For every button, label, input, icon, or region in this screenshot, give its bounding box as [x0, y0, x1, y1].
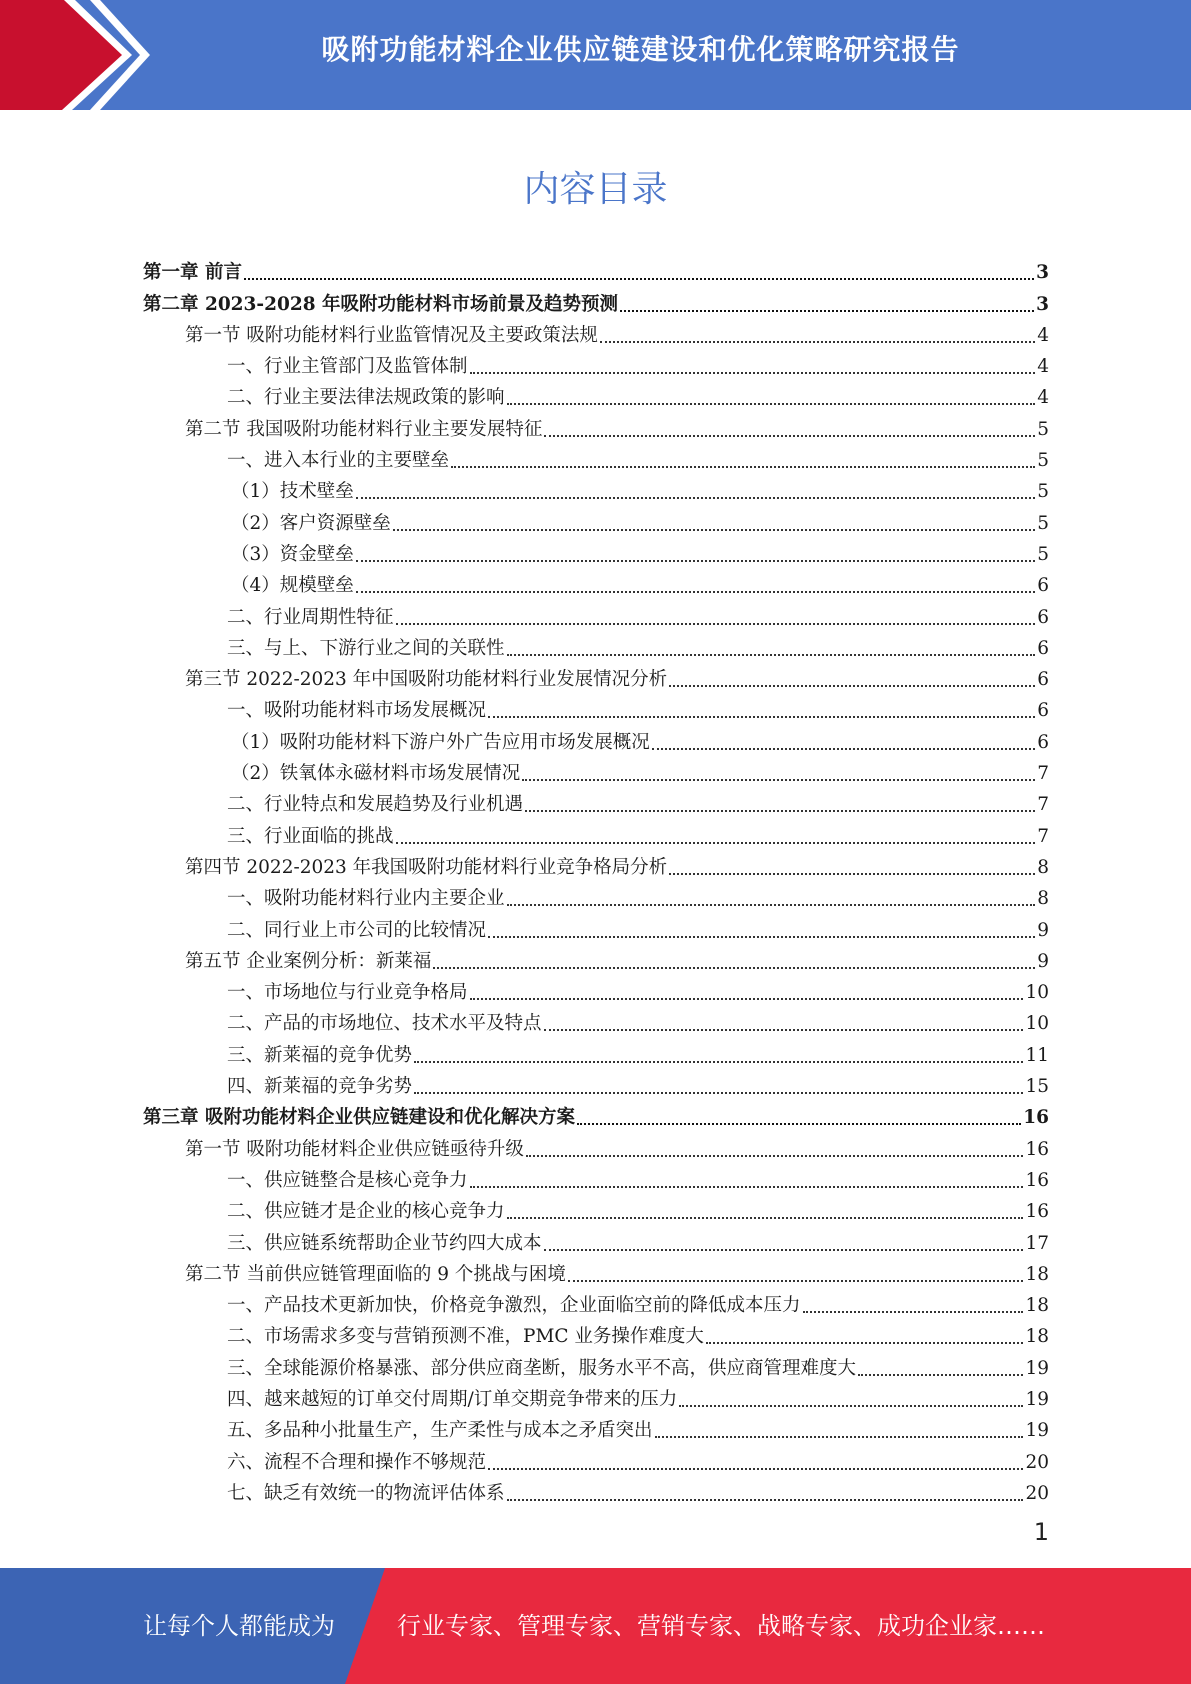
toc-dot-leader — [356, 591, 1035, 593]
toc-entry[interactable] — [143, 817, 1049, 848]
toc-entry-title: 一、吸附功能材料行业内主要企业 — [227, 888, 505, 910]
toc-entry-title: 七、缺乏有效统一的物流评估体系 — [227, 1482, 505, 1504]
toc-entry-title: 二、行业周期性特征 — [227, 606, 394, 628]
toc-entry[interactable] — [143, 254, 1049, 285]
toc-entry[interactable] — [143, 1162, 1049, 1193]
toc-entry-title: 二、行业特点和发展趋势及行业机遇 — [227, 794, 524, 816]
toc-entry-page: 7 — [1037, 794, 1049, 816]
toc-entry-page: 19 — [1025, 1420, 1049, 1442]
toc-entry[interactable] — [143, 911, 1049, 942]
toc-entry-page: 5 — [1037, 543, 1049, 565]
toc-dot-leader — [414, 1092, 1023, 1094]
toc-dot-leader — [620, 310, 1034, 312]
toc-entry-title: （2）客户资源壁垒 — [231, 512, 391, 534]
toc-dot-leader — [669, 873, 1035, 875]
toc-entry[interactable] — [143, 1130, 1049, 1161]
toc-dot-leader — [655, 1436, 1024, 1438]
toc-dot-leader — [803, 1311, 1024, 1313]
toc-dot-leader — [669, 685, 1035, 687]
toc-entry[interactable] — [143, 410, 1049, 441]
toc-entry-title: （1）技术壁垒 — [231, 481, 354, 503]
toc-entry-page: 6 — [1037, 700, 1049, 722]
toc-entry-page: 9 — [1037, 950, 1049, 972]
toc-entry-title: 四、新莱福的竞争劣势 — [227, 1076, 413, 1098]
toc-entry[interactable] — [143, 849, 1049, 880]
footer-slogan-left: 让每个人都能成为 — [143, 1612, 335, 1640]
toc-entry[interactable] — [143, 567, 1049, 598]
toc-entry-title: 三、行业面临的挑战 — [227, 825, 394, 847]
toc-dot-leader — [652, 748, 1035, 750]
toc-entry-page: 19 — [1025, 1357, 1049, 1379]
toc-entry-page: 4 — [1037, 324, 1049, 346]
toc-entry-title: 第一节 吸附功能材料行业监管情况及主要政策法规 — [185, 324, 598, 346]
toc-entry[interactable] — [143, 1193, 1049, 1224]
toc-entry-title: 六、流程不合理和操作不够规范 — [227, 1451, 487, 1473]
toc-entry-page: 4 — [1037, 356, 1049, 378]
toc-entry-page: 16 — [1023, 1107, 1049, 1129]
toc-dot-leader — [706, 1342, 1024, 1344]
toc-dot-leader — [488, 936, 1035, 938]
toc-entry-title: 第三章 吸附功能材料企业供应链建设和优化解决方案 — [143, 1107, 575, 1129]
toc-entry-page: 5 — [1037, 512, 1049, 534]
toc-entry-page: 20 — [1025, 1451, 1049, 1473]
toc-entry-title: 第一章 前言 — [143, 262, 242, 284]
toc-entry-title: 一、进入本行业的主要壁垒 — [227, 450, 450, 472]
toc-entry[interactable] — [143, 598, 1049, 629]
page-number: 1 — [1033, 1518, 1049, 1546]
toc-dot-leader — [577, 1123, 1021, 1125]
toc-dot-leader — [451, 466, 1035, 468]
toc-dot-leader — [356, 560, 1035, 562]
toc-dot-leader — [393, 529, 1035, 531]
toc-entry[interactable] — [143, 473, 1049, 504]
toc-entry[interactable] — [143, 504, 1049, 535]
toc-entry-page: 6 — [1037, 731, 1049, 753]
toc-dot-leader — [507, 904, 1036, 906]
toc-heading: 内容目录 — [523, 169, 668, 210]
toc-dot-leader — [470, 1186, 1024, 1188]
toc-entry-page: 16 — [1025, 1138, 1049, 1160]
toc-entry-page: 3 — [1036, 293, 1049, 315]
toc-entry[interactable] — [143, 1287, 1049, 1318]
toc-entry-page: 10 — [1025, 982, 1049, 1004]
toc-entry-title: 第五节 企业案例分析：新莱福 — [185, 950, 432, 972]
toc-entry[interactable] — [143, 1318, 1049, 1349]
toc-entry-title: 第一节 吸附功能材料企业供应链亟待升级 — [185, 1138, 524, 1160]
toc-entry-page: 5 — [1037, 481, 1049, 503]
toc-entry[interactable] — [143, 1099, 1049, 1130]
toc-entry-page: 6 — [1037, 606, 1049, 628]
toc-entry-title: 一、行业主管部门及监管体制 — [227, 356, 468, 378]
report-title: 吸附功能材料企业供应链建设和优化策略研究报告 — [321, 33, 960, 66]
toc-entry[interactable] — [143, 1381, 1049, 1412]
toc-entry-page: 6 — [1037, 575, 1049, 597]
toc-entry-page: 16 — [1025, 1201, 1049, 1223]
toc-dot-leader — [526, 1155, 1024, 1157]
toc-entry-title: 第二节 当前供应链管理面临的 9 个挑战与困境 — [185, 1263, 566, 1285]
toc-entry-title: 五、多品种小批量生产，生产柔性与成本之矛盾突出 — [227, 1420, 653, 1442]
toc-entry-page: 8 — [1037, 856, 1049, 878]
toc-entry-page: 15 — [1025, 1076, 1049, 1098]
toc-entry-title: 一、产品技术更新加快，价格竞争激烈，企业面临空前的降低成本压力 — [227, 1295, 801, 1317]
toc-entry-title: 三、与上、下游行业之间的关联性 — [227, 637, 505, 659]
toc-entry-page: 6 — [1037, 669, 1049, 691]
toc-entry[interactable] — [143, 786, 1049, 817]
toc-dot-leader — [600, 341, 1035, 343]
toc-dot-leader — [470, 998, 1024, 1000]
toc-entry[interactable] — [143, 692, 1049, 723]
toc-entry-page: 3 — [1036, 262, 1049, 284]
toc-entry[interactable] — [143, 723, 1049, 754]
toc-entry-page: 8 — [1037, 888, 1049, 910]
toc-entry-page: 7 — [1037, 825, 1049, 847]
toc-dot-leader — [488, 1468, 1023, 1470]
toc-entry-title: 三、新莱福的竞争优势 — [227, 1044, 413, 1066]
toc-entry-page: 5 — [1037, 450, 1049, 472]
toc-entry-title: 三、全球能源价格暴涨、部分供应商垄断，服务水平不高，供应商管理难度大 — [227, 1357, 857, 1379]
toc-entry[interactable] — [143, 974, 1049, 1005]
toc-entry[interactable] — [143, 661, 1049, 692]
toc-dot-leader — [507, 1499, 1024, 1501]
toc-dot-leader — [244, 278, 1034, 280]
toc-dot-leader — [679, 1405, 1023, 1407]
toc-entry-title: 三、供应链系统帮助企业节约四大成本 — [227, 1232, 542, 1254]
toc-entry[interactable] — [143, 348, 1049, 379]
toc-entry-title: （4）规模壁垒 — [231, 575, 354, 597]
toc-dot-leader — [414, 1061, 1023, 1063]
toc-dot-leader — [858, 1374, 1023, 1376]
toc-entry-title: 二、同行业上市公司的比较情况 — [227, 919, 487, 941]
toc-entry-title: 二、行业主要法律法规政策的影响 — [227, 387, 505, 409]
toc-entry[interactable] — [143, 1224, 1049, 1255]
toc-entry[interactable] — [143, 1068, 1049, 1099]
toc-entry[interactable] — [143, 317, 1049, 348]
toc-entry[interactable] — [143, 755, 1049, 786]
toc-entry[interactable] — [143, 880, 1049, 911]
toc-entry-page: 18 — [1025, 1326, 1049, 1348]
toc-entry[interactable] — [143, 1412, 1049, 1443]
toc-entry-title: 第二节 我国吸附功能材料行业主要发展特征 — [185, 418, 543, 440]
toc-dot-leader — [507, 1217, 1024, 1219]
toc-entry[interactable] — [143, 536, 1049, 567]
toc-entry-page: 11 — [1025, 1044, 1049, 1066]
toc-entry[interactable] — [143, 1036, 1049, 1067]
toc-entry[interactable] — [143, 379, 1049, 410]
toc-entry-page: 19 — [1025, 1388, 1049, 1410]
toc-entry-title: 一、供应链整合是核心竞争力 — [227, 1169, 468, 1191]
toc-entry[interactable] — [143, 1443, 1049, 1474]
toc-entry-title: 二、供应链才是企业的核心竞争力 — [227, 1201, 505, 1223]
toc-entry-title: 一、吸附功能材料市场发展概况 — [227, 700, 487, 722]
header-banner — [0, 0, 1191, 110]
toc-entry-title: 第三节 2022-2023 年中国吸附功能材料行业发展情况分析 — [185, 669, 668, 691]
toc-dot-leader — [356, 497, 1035, 499]
toc-entry-page: 17 — [1025, 1232, 1049, 1254]
toc-dot-leader — [488, 716, 1035, 718]
toc-dot-leader — [568, 1280, 1024, 1282]
toc-entry-title: 第四节 2022-2023 年我国吸附功能材料行业竞争格局分析 — [185, 856, 668, 878]
toc-entry-page: 18 — [1025, 1295, 1049, 1317]
toc-dot-leader — [433, 967, 1035, 969]
toc-entry-page: 16 — [1025, 1169, 1049, 1191]
toc-entry-title: （2）铁氧体永磁材料市场发展情况 — [231, 763, 521, 785]
toc-entry-title: 一、市场地位与行业竞争格局 — [227, 982, 468, 1004]
toc-entry-page: 9 — [1037, 919, 1049, 941]
toc-dot-leader — [507, 654, 1036, 656]
toc-entry-title: 二、市场需求多变与营销预测不准，PMC 业务操作难度大 — [227, 1326, 704, 1348]
toc-entry-title: （3）资金壁垒 — [231, 543, 354, 565]
toc-entry-page: 7 — [1037, 763, 1049, 785]
toc-entry-title: 二、产品的市场地位、技术水平及特点 — [227, 1013, 542, 1035]
toc-entry-page: 10 — [1025, 1013, 1049, 1035]
red-arrow-icon — [0, 0, 160, 110]
toc-entry[interactable] — [143, 1005, 1049, 1036]
toc-entry[interactable] — [143, 1349, 1049, 1380]
toc-dot-leader — [396, 623, 1036, 625]
toc-dot-leader — [396, 842, 1036, 844]
toc-entry-page: 18 — [1025, 1263, 1049, 1285]
toc-entry-title: （1）吸附功能材料下游户外广告应用市场发展概况 — [231, 731, 650, 753]
toc-entry-title: 四、越来越短的订单交付周期/订单交期竞争带来的压力 — [227, 1388, 678, 1410]
toc-entry[interactable] — [143, 285, 1049, 316]
footer-slogan-right: 行业专家、管理专家、营销专家、战略专家、成功企业家…… — [397, 1612, 1045, 1640]
toc-dot-leader — [470, 372, 1036, 374]
toc-entry-title: 第二章 2023-2028 年吸附功能材料市场前景及趋势预测 — [143, 293, 619, 315]
table-of-contents — [143, 254, 1049, 1506]
toc-dot-leader — [522, 779, 1035, 781]
toc-entry[interactable] — [143, 943, 1049, 974]
toc-entry-page: 6 — [1037, 637, 1049, 659]
toc-dot-leader — [544, 1249, 1024, 1251]
footer-banner — [0, 1568, 1191, 1684]
toc-dot-leader — [544, 1029, 1024, 1031]
toc-dot-leader — [525, 810, 1035, 812]
toc-entry-page: 20 — [1025, 1482, 1049, 1504]
toc-entry[interactable] — [143, 630, 1049, 661]
toc-entry-page: 5 — [1037, 418, 1049, 440]
toc-entry-page: 4 — [1037, 387, 1049, 409]
toc-dot-leader — [507, 403, 1036, 405]
toc-entry[interactable] — [143, 1256, 1049, 1287]
toc-dot-leader — [544, 435, 1035, 437]
toc-entry[interactable] — [143, 442, 1049, 473]
toc-entry[interactable] — [143, 1475, 1049, 1506]
